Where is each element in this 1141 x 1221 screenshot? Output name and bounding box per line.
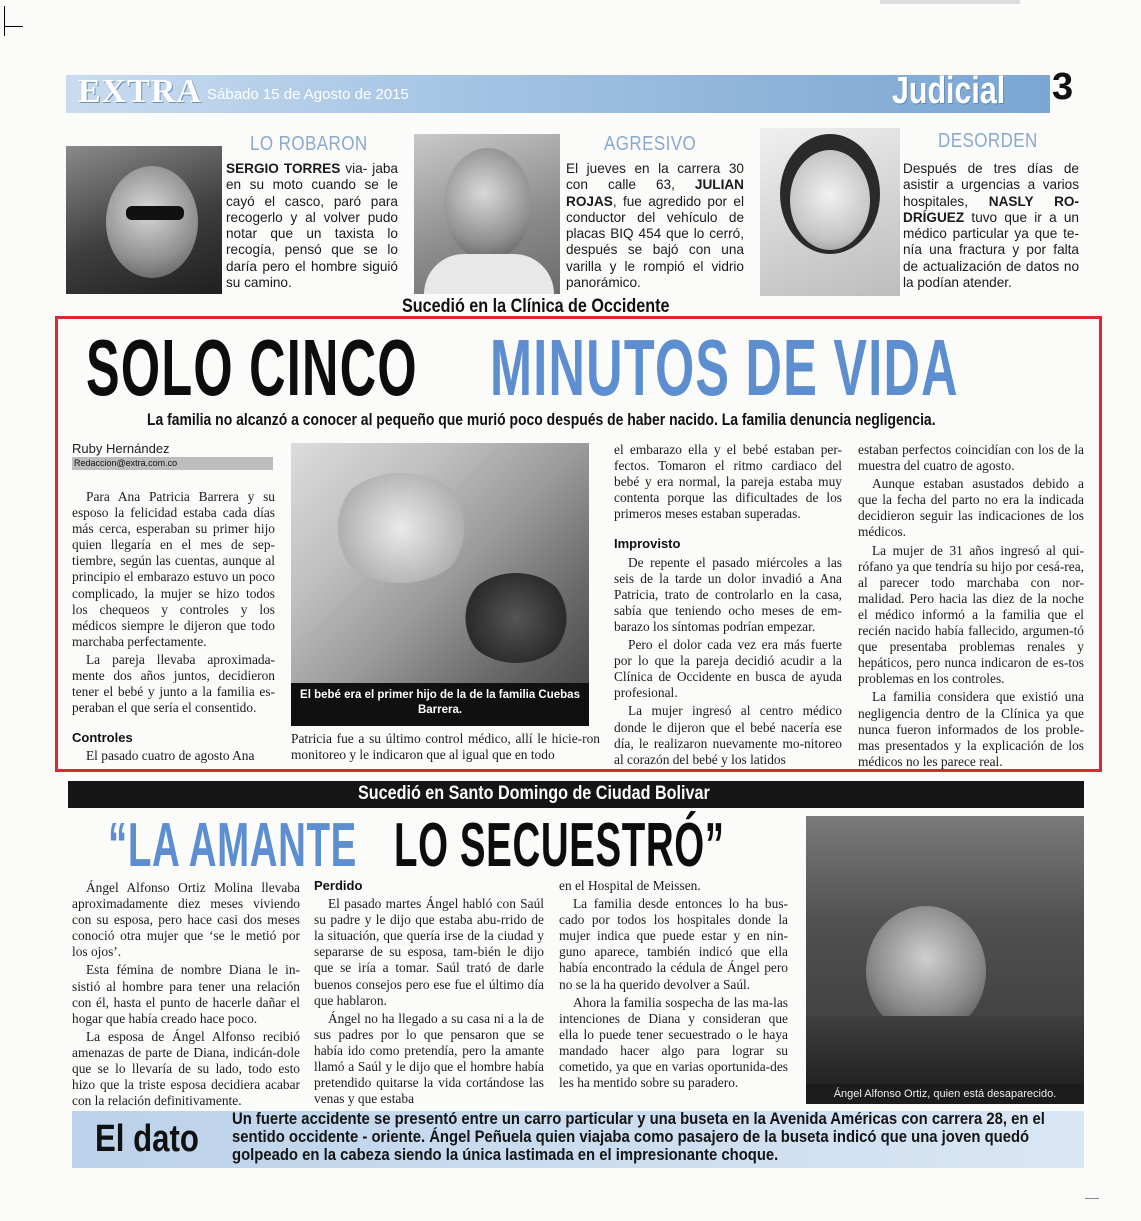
story2-photo-caption: Ángel Alfonso Ortiz, quien está desaparecido. (806, 1084, 1084, 1104)
story1-column-3 (614, 442, 842, 770)
brief-lead-name: SERGIO TORRES (226, 161, 341, 176)
publication-date: Sábado 15 de Agosto de 2015 (207, 86, 409, 103)
missing-man-photo (806, 816, 1084, 1084)
paragraph: La mujer de 31 años ingresó al qui-rófano ya que tendría su hijo por cesá-rea, al parecer todo marchaba con nor-malidad. Pero hacia las diez de la noche el médico informó a la familia que el recién nacido había fallecido, argumen-tó que presentaba problemas renales y hepáticos, pero nunca indicaron de es-tos problemas en los controles. (858, 542, 1084, 687)
el-dato-label: El dato (95, 1118, 199, 1160)
brief-lead-name: NASLY RO-DRÍGUEZ (903, 193, 1079, 225)
story1-headline-blue: MINUTOS DE VIDA (490, 323, 959, 412)
brief-text-lo-robaron (226, 161, 398, 291)
newborn-photo (291, 443, 589, 683)
crop-mark (4, 6, 22, 36)
brief-lead-name: JULIAN ROJAS (566, 177, 744, 209)
paragraph: Patricia fue a su último control médico, allí le hicie-ron monitoreo y le indicaron que al igual que en todo (291, 731, 600, 763)
paragraph: La pareja llevaba aproximada-mente dos años juntos, decidieron tener el bebé y junto a la familia es-peraban el que sería el consentido. (72, 651, 275, 716)
brief-title-lo-robaron: LO ROBARON (250, 133, 368, 155)
paragraph: estaban perfectos coincidían con los de la muestra del cuatro de agosto. (858, 442, 1084, 474)
el-dato-text: Un fuerte accidente se presentó entre un carro particular y una buseta en la Avenida Américas con carrera 28, en el sentido occidente - oriente. Ángel Peñuela quien viajaba como pasajero de la buseta indicó que una joven quedó golpeado en la cabeza siendo la única lastimada en el impresionante choque. (232, 1110, 1045, 1164)
subhead: Controles (72, 730, 133, 746)
paragraph: en el Hospital de Meissen. (559, 878, 701, 893)
story2-headline-black: LO SECUESTRÓ” (394, 811, 725, 880)
page-number: 3 (1052, 66, 1074, 108)
story1-column-2-bottom (291, 731, 600, 765)
brief-pre: El jueves en la carrera 30 con calle 63, (566, 161, 744, 193)
brief-pre: Después de tres días de asistir a urgencias a varios hospitales, (903, 161, 1079, 209)
brief-body: , fue agredido por el conductor del vehículo de placas BIQ 454 que lo cerró, después se bajó con una varilla y le rompió el vidrio panorámico. (566, 193, 744, 291)
paragraph: Ángel Alfonso Ortiz Molina llevaba aproximadamente diez meses viviendo con su esposa, pero hace casi dos meses conoció otra mujer que ‘se le metió por los ojos’. (72, 880, 300, 960)
story1-column-1 (72, 489, 275, 767)
paragraph: La esposa de Ángel Alfonso recibió amenazas de parte de Diana, indicán-dole que se lo llevaría de su lado, todo esto hizo que la triste esposa decidiera acabar con la relación definitivamente. (72, 1028, 300, 1109)
story1-headline-black: SOLO CINCO (86, 323, 418, 412)
page-edge (880, 0, 1020, 4)
paragraph: La familia considera que existió una negligencia dentro de la Clínica ya que nunca fueron informados de los proble-mas presentados y la explicación de los médicos no les parece real. (858, 689, 1084, 769)
story1-kicker: Sucedió en la Clínica de Occidente (402, 296, 670, 317)
story2-column-3 (559, 878, 788, 1093)
paragraph: Ángel no ha llegado a su casa ni a la de sus padres por lo que pensaron que se había ido como pretendía, pero la amante llamó a Saúl y le dijo que el hombre había pretendido quitarse la vida cortándose las venas y que estaba (314, 1010, 544, 1107)
paragraph: Ahora la familia sospecha de las ma-las intenciones de Diana y consideran que ella lo puede tener secuestrado o le haya mandado hacer algo para lograr su cometido, ya que en varias oportunida-des les ha mentido sobre su paradero. (559, 994, 788, 1091)
paragraph: La familia desde entonces lo ha bus-cado por todos los hospitales donde la mujer indica que puede estar y en nin-guno aparece, también indicó que ella había encontrado la cédula de Ángel pero no se la ha querido devolver a Saúl. (559, 896, 788, 992)
paragraph: Para Ana Patricia Barrera y su esposo la felicidad estaba cada días más cerca, esperaban su primer hijo quien llegaría en el mes de sep-tiembre, según las cuentas, aunque al principio el embarazo estuvo un poco complicado, la mujer se hizo todos los chequeos y controles y los médicos siempre le dijeron que todo marchaba perfectamente. (72, 489, 275, 649)
story1-column-4 (858, 442, 1084, 772)
story2-column-2 (314, 862, 544, 1109)
paragraph: Esta fémina de nombre Diana le in-sistió al hombre para tener una relación con él, hasta el punto de hacerle dañar el hogar que había creado hace poco. (72, 962, 300, 1026)
brief-title-agresivo: AGRESIVO (604, 133, 697, 155)
subhead: Perdido (314, 878, 363, 893)
brief-body: jaba en su moto cuando se le cayó el casco, paró para recogerlo y al volver pudo notar que un taxista lo recogía, pensó que se lo daría pero el hombre siguió su camino. (226, 161, 398, 291)
section-name: Judicial (892, 70, 1006, 112)
story1-byline: Ruby Hernández (72, 441, 170, 456)
paragraph: Aunque estaban asustados debido a que la fecha del parto no era la indicada decidieron seguir las indicaciones de los médicos. (858, 476, 1084, 540)
man-with-sunglasses-photo (66, 146, 222, 294)
brief-text-agresivo (566, 161, 744, 291)
story1-deck: La familia no alcanzó a conocer al pequeño que murió poco después de haber nacido. La familia denuncia negligencia. (147, 410, 936, 429)
paragraph: De repente el pasado miércoles a las seis de la tarde un dolor invadió a Ana Patricia, trato de controlarlo en la casa, sabía que teniendo ocho meses de em-barazo los síntomas podrían empezar. (614, 554, 842, 634)
paragraph: el embarazo ella y el bebé estaban per-fectos. Tomaron el ritmo cardiaco del bebé y era normal, la pareja estaba muy contenta porque las dificultades de los primeros meses estaban superadas. (614, 442, 842, 522)
brief-text-desorden (903, 161, 1079, 291)
subhead: Improvisto (614, 536, 681, 552)
woman-photo (760, 128, 900, 296)
paragraph: El pasado cuatro de agosto Ana (86, 748, 255, 764)
story1-photo-caption: El bebé era el primer hijo de la de la familia Cuebas Barrera. (291, 683, 589, 726)
story1-email: Redaccion@extra.com.co (74, 458, 178, 468)
brief-lead-after: via- (340, 161, 368, 176)
man-photo (414, 134, 560, 294)
story2-kicker: Sucedió en Santo Domingo de Ciudad Bolivar (358, 783, 710, 804)
brief-title-desorden: DESORDEN (938, 130, 1038, 152)
brief-body: tuvo que ir a un médico particular ya que te-nía una fractura y por falta de actualización de datos no la podían atender. (903, 209, 1079, 291)
page-edge-mark (1085, 1198, 1099, 1208)
story2-column-1 (72, 880, 300, 1111)
paragraph: Pero el dolor cada vez era más fuerte por lo que la pareja decidió acudir a la Clínica de Occidente en busca de ayuda profesional. (614, 637, 842, 701)
newspaper-logo: EXTRA (78, 73, 203, 110)
paragraph: La mujer ingresó al centro médico donde le dijeron que el bebé nacería ese día, le realizaron nuevamente mo-nitoreo al corazón del bebé y los latidos (614, 703, 842, 767)
paragraph: El pasado martes Ángel habló con Saúl su padre y le dijo que estaba abu-rrido de la situación, que quería irse de la ciudad y separarse de su esposa, tam-bién le dijo que se iría a tomar. Saúl trató de darle buenos consejos pero ese fue el último día que hablaron. (314, 896, 544, 1008)
story2-headline-blue: “LA AMANTE (108, 811, 357, 880)
